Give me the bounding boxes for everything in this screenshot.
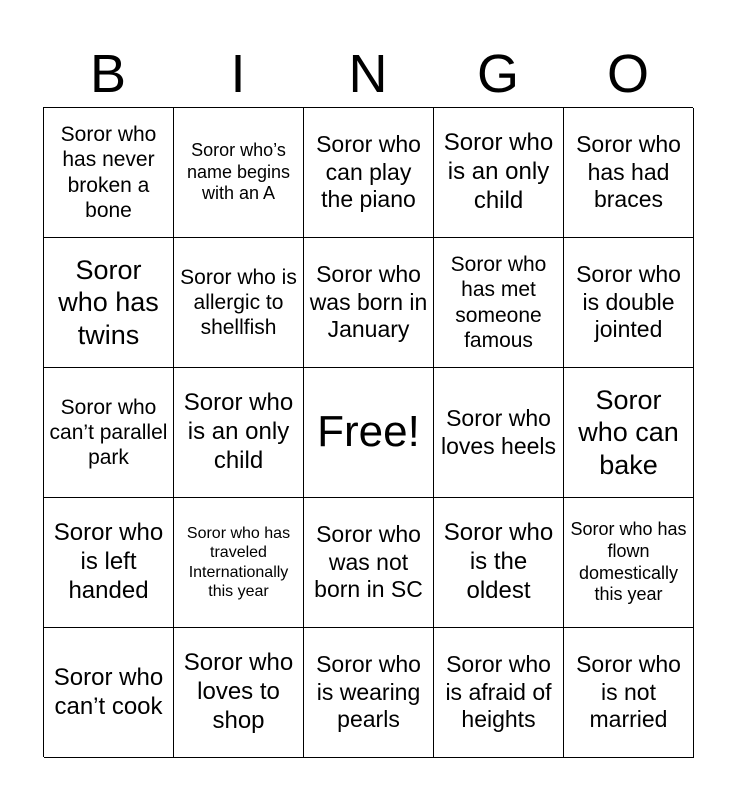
- bingo-cell[interactable]: Soror who is wearing pearls: [304, 628, 434, 758]
- bingo-cell[interactable]: Soror who loves to shop: [174, 628, 304, 758]
- bingo-cell[interactable]: Soror who is allergic to shellfish: [174, 238, 304, 368]
- bingo-cell[interactable]: Soror who is the oldest: [434, 498, 564, 628]
- header-letter-g: G: [476, 44, 519, 104]
- bingo-cell[interactable]: Soror who is double jointed: [564, 238, 694, 368]
- bingo-cell[interactable]: Soror who can’t parallel park: [44, 368, 174, 498]
- bingo-cell[interactable]: Soror who is not married: [564, 628, 694, 758]
- bingo-board: [43, 107, 693, 757]
- bingo-cell[interactable]: Soror who can play the piano: [304, 108, 434, 238]
- bingo-cell[interactable]: Soror who has traveled Internationally this year: [174, 498, 304, 628]
- bingo-cell[interactable]: Soror who is an only child: [434, 108, 564, 238]
- bingo-cell[interactable]: Soror who was born in January: [304, 238, 434, 368]
- free-space[interactable]: Free!: [304, 368, 434, 498]
- bingo-cell[interactable]: Soror who is an only child: [174, 368, 304, 498]
- bingo-cell[interactable]: Soror who has twins: [44, 238, 174, 368]
- bingo-cell[interactable]: Soror who’s name begins with an A: [174, 108, 304, 238]
- bingo-cell[interactable]: Soror who can’t cook: [44, 628, 174, 758]
- header-letter-b: B: [89, 44, 127, 104]
- bingo-cell[interactable]: Soror who loves heels: [434, 368, 564, 498]
- bingo-cell[interactable]: Soror who is afraid of heights: [434, 628, 564, 758]
- bingo-cell[interactable]: Soror who has met someone famous: [434, 238, 564, 368]
- bingo-header: [43, 44, 693, 104]
- bingo-cell[interactable]: Soror who has never broken a bone: [44, 108, 174, 238]
- bingo-cell[interactable]: Soror who was not born in SC: [304, 498, 434, 628]
- bingo-cell[interactable]: Soror who has had braces: [564, 108, 694, 238]
- header-letter-n: N: [348, 44, 388, 104]
- header-letter-i: I: [230, 44, 246, 104]
- bingo-cell[interactable]: Soror who has flown domestically this year: [564, 498, 694, 628]
- header-letter-o: O: [606, 44, 649, 104]
- bingo-cell[interactable]: Soror who can bake: [564, 368, 694, 498]
- bingo-cell[interactable]: Soror who is left handed: [44, 498, 174, 628]
